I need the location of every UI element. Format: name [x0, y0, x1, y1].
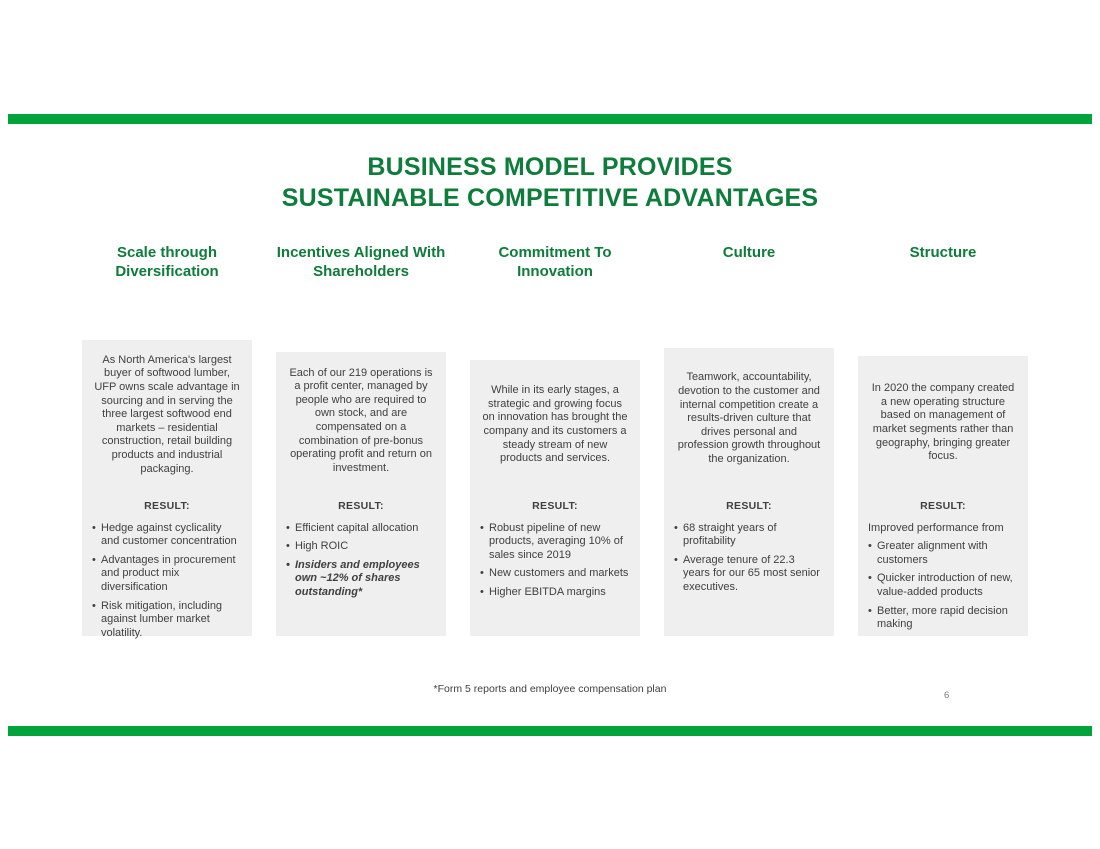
result-list	[868, 522, 1018, 632]
pillar-column-scale	[70, 244, 264, 490]
pillar-card-wrap	[82, 340, 252, 490]
list-item: • Better, more rapid decision making	[868, 605, 1018, 632]
list-item: • Advantages in procurement and product mix diversification	[92, 554, 242, 595]
result-list	[92, 522, 242, 641]
list-item: • New customers and markets	[480, 567, 630, 581]
list-item: • Efficient capital allocation	[286, 522, 436, 536]
result-card	[664, 488, 834, 636]
result-card	[276, 488, 446, 636]
pillar-body-card: Each of our 219 operations is a profit center, managed by people who are required to own stock, and are compensated on a combination of pre-bonus operating profit and return on investment.	[276, 352, 446, 490]
result-list	[480, 522, 630, 600]
pillar-heading: Culture	[722, 244, 776, 261]
result-column-culture	[652, 488, 846, 636]
list-item: • Insiders and employees own ~12% of shares outstanding*	[286, 559, 436, 600]
result-list	[674, 522, 824, 595]
list-item: • Robust pipeline of new products, averaging 10% of sales since 2019	[480, 522, 630, 563]
pillar-column-incentives	[264, 244, 458, 490]
pillar-columns	[70, 244, 1040, 490]
list-item: • Quicker introduction of new, value-added products	[868, 572, 1018, 599]
result-column-incentives	[264, 488, 458, 636]
result-column-scale	[70, 488, 264, 639]
result-label: RESULT:	[920, 500, 966, 512]
result-cards	[70, 488, 1040, 639]
list-item: • Hedge against cyclicality and customer concentration	[92, 522, 242, 549]
title-line-2: SUSTAINABLE COMPETITIVE ADVANTAGES	[281, 184, 819, 212]
pillar-column-culture	[652, 244, 846, 490]
result-label: RESULT:	[338, 500, 384, 512]
pillar-heading: Commitment To Innovation	[498, 244, 612, 280]
result-label: RESULT:	[726, 500, 772, 512]
list-item: • High ROIC	[286, 540, 436, 554]
result-card	[82, 488, 252, 639]
result-list	[286, 522, 436, 600]
result-column-innovation	[458, 488, 652, 636]
pillar-card-wrap	[664, 348, 834, 490]
pillar-card-wrap	[276, 352, 446, 490]
pillar-heading: Structure	[909, 244, 977, 261]
pillar-heading: Incentives Aligned With Shareholders	[276, 244, 446, 280]
list-item: • Higher EBITDA margins	[480, 586, 630, 600]
pillar-card-wrap	[470, 360, 640, 490]
result-card	[858, 488, 1028, 636]
top-accent-bar	[8, 114, 1092, 124]
pillar-column-innovation	[458, 244, 652, 490]
footnote: *Form 5 reports and employee compensation plan	[433, 683, 667, 695]
pillar-body-card: As North America's largest buyer of softwood lumber, UFP owns scale advantage in sourcing and in serving the three largest softwood end markets – residential construction, retail building products and industrial packaging.	[82, 340, 252, 490]
list-item: • Risk mitigation, including against lumber market volatility.	[92, 600, 242, 641]
pillar-column-structure	[846, 244, 1040, 490]
result-card	[470, 488, 640, 636]
list-item: • 68 straight years of profitability	[674, 522, 824, 549]
result-label: RESULT:	[144, 500, 190, 512]
result-label: RESULT:	[532, 500, 578, 512]
result-column-structure	[846, 488, 1040, 636]
pillar-heading: Scale through Diversification	[115, 244, 219, 280]
pillar-body-card: Teamwork, accountability, devotion to the customer and internal competition create a results-driven culture that drives personal and profession growth throughout the organization.	[664, 348, 834, 490]
pillar-body-card: While in its early stages, a strategic and growing focus on innovation has brought the company and its customers a steady stream of new products and services.	[470, 360, 640, 490]
pillar-body-card: In 2020 the company created a new operating structure based on management of market segments rather than geography, bringing greater focus.	[858, 356, 1028, 490]
pillar-card-wrap	[858, 356, 1028, 490]
bottom-accent-bar	[8, 726, 1092, 736]
list-item: • Greater alignment with customers	[868, 540, 1018, 567]
list-item: • Average tenure of 22.3 years for our 65 most senior executives.	[674, 554, 824, 595]
list-item: Improved performance from	[868, 521, 1004, 534]
page-number: 6	[944, 690, 950, 701]
page-title	[0, 152, 1100, 214]
title-line-1: BUSINESS MODEL PROVIDES	[367, 153, 733, 181]
